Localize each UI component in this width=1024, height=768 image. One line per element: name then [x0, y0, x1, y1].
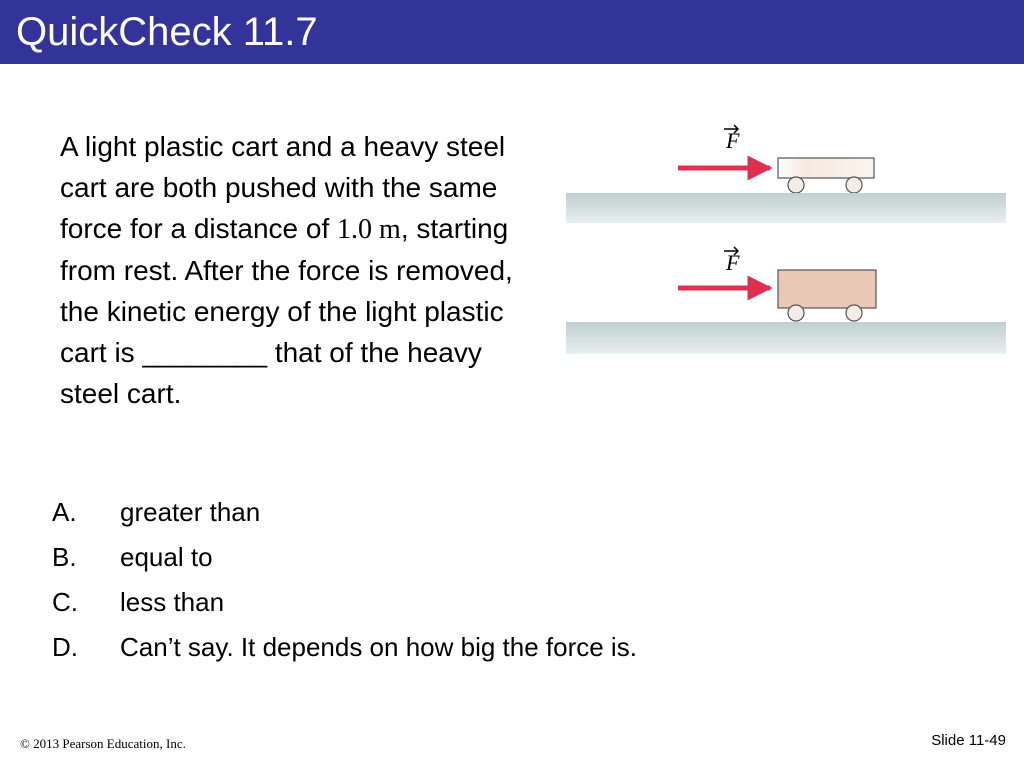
ground-bottom — [566, 322, 1006, 354]
choice-b[interactable] — [52, 535, 637, 580]
force-label-top: F — [726, 128, 740, 153]
copyright-notice: © 2013 Pearson Education, Inc. — [20, 736, 186, 751]
question-part-1: A light plastic cart and a heavy steel cart are both pushed with the same force for a distance of — [60, 131, 506, 244]
choice-letter: B. — [52, 542, 77, 572]
choice-text: equal to — [120, 542, 213, 572]
heavy-cart-wheel-left — [788, 305, 804, 321]
question-text — [60, 126, 540, 414]
heavy-cart — [778, 270, 876, 308]
distance-value: 1.0 m — [337, 214, 401, 245]
choice-letter: D. — [52, 632, 78, 662]
choice-letter: A. — [52, 497, 77, 527]
slide-number: Slide 11-49 — [931, 732, 1006, 749]
force-label-bottom: F — [726, 250, 740, 275]
light-cart — [778, 158, 874, 178]
choice-c[interactable] — [52, 580, 637, 625]
choice-text: less than — [120, 587, 225, 617]
slide-title: QuickCheck 11.7 — [16, 10, 318, 54]
heavy-cart-wheel-right — [846, 305, 862, 321]
light-cart-wheel-left — [788, 177, 804, 193]
answer-choices — [52, 490, 637, 670]
choice-text: Can’t say. It depends on how big the force is. — [120, 632, 637, 662]
choice-letter: C. — [52, 587, 78, 617]
choice-a[interactable] — [52, 490, 637, 535]
light-cart-wheel-right — [846, 177, 862, 193]
choice-text: greater than — [120, 497, 261, 527]
question-part-2: , starting from rest. After the force is removed, the kinetic energy of the light plastic cart is ________ that of the heavy steel cart. — [60, 213, 513, 409]
carts-figure — [566, 120, 1006, 360]
title-bar — [0, 0, 1024, 64]
choice-d[interactable] — [52, 625, 637, 670]
ground-top — [566, 193, 1006, 223]
